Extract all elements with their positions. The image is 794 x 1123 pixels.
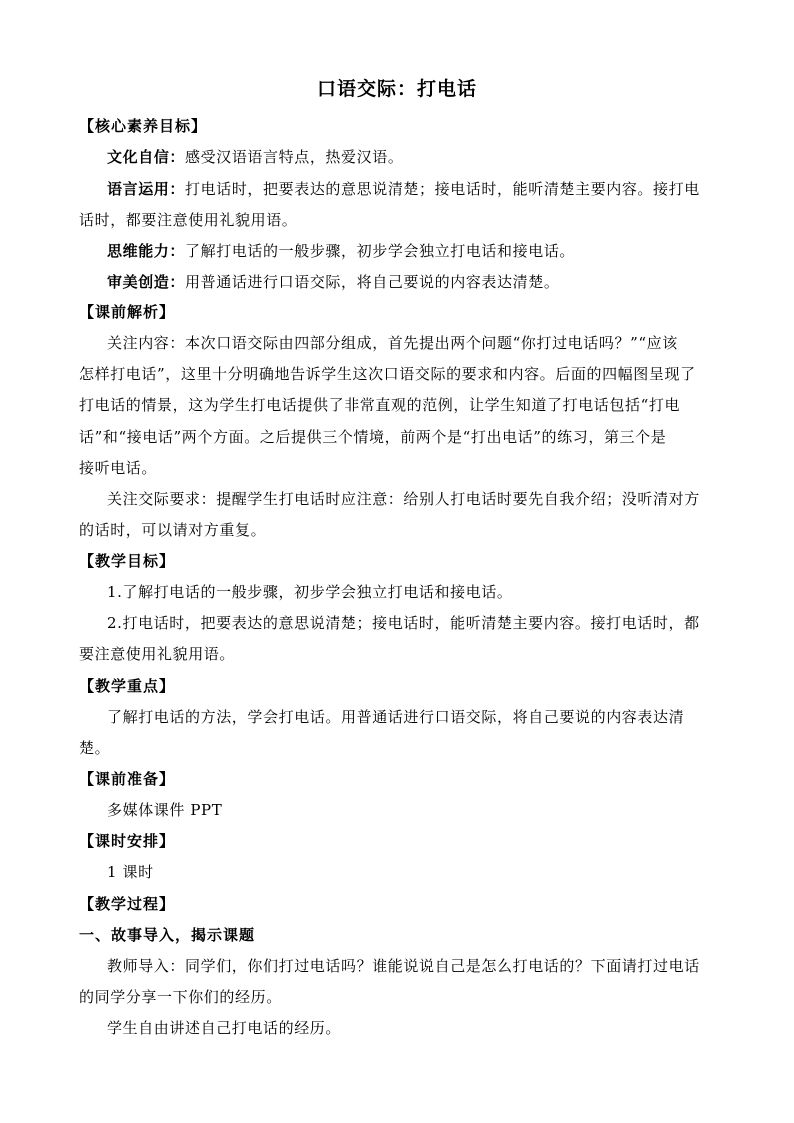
teaching-goal-2: 2.打电话时，把要表达的意思说清楚；接电话时，能听清楚主要内容。接打电话时，都 xyxy=(107,614,700,632)
goal-culture-label: 文化自信： xyxy=(107,148,186,166)
analysis-p1-line: 接听电话。 xyxy=(79,459,158,477)
goal-aesthetic xyxy=(107,272,719,292)
prep-text: 多媒体课件 PPT xyxy=(107,801,223,819)
analysis-p1-line: 关注内容：本次口语交际由四部分组成，首先提出两个问题“你打过电话吗？”“应该 xyxy=(107,334,678,352)
process-student-line: 学生自由讲述自己打电话的经历。 xyxy=(107,1019,342,1037)
goal-language-text: 打电话时，把要表达的意思说清楚；接电话时，能听清楚主要内容。接打电 xyxy=(185,180,700,198)
teaching-goal-1: 1.了解打电话的一般步骤，初步学会独立打电话和接电话。 xyxy=(107,583,513,601)
section-heading-prep: 【课前准备】 xyxy=(79,770,176,788)
keypoints-line-cont: 楚。 xyxy=(79,739,111,757)
teaching-goal-2-cont: 要注意使用礼貌用语。 xyxy=(79,645,236,663)
process-teacher-line: 教师导入：同学们，你们打过电话吗？谁能说说自己是怎么打电话的？下面请打过电话 xyxy=(107,957,700,975)
goal-culture xyxy=(107,147,719,167)
section-heading-teaching-goals: 【教学目标】 xyxy=(79,552,176,570)
goal-language-cont: 话时，都要注意使用礼貌用语。 xyxy=(79,211,298,229)
analysis-p1-line: 话”和“接电话”两个方面。之后提供三个情境，前两个是“打出电话”的练习，第三个是 xyxy=(79,428,667,446)
analysis-p1-line: 打电话的情景，这为学生打电话提供了非常直观的范例，让学生知道了打电话包括“打电 xyxy=(79,396,681,414)
goal-aesthetic-text: 用普通话进行口语交际，将自己要说的内容表达清楚。 xyxy=(185,273,560,291)
analysis-p1-line: 怎样打电话”，这里十分明确地告诉学生这次口语交际的要求和内容。后面的四幅图呈现了 xyxy=(79,365,696,383)
goal-aesthetic-label: 审美创造： xyxy=(107,273,186,291)
goal-thinking xyxy=(107,241,719,261)
page-title: 口语交际：打电话 xyxy=(316,78,477,100)
goal-culture-text: 感受汉语语言特点，热爱汉语。 xyxy=(185,148,404,166)
schedule-text: 1 课时 xyxy=(107,863,154,881)
analysis-p2-line: 的话时，可以请对方重复。 xyxy=(79,521,267,539)
section-heading-analysis: 【课前解析】 xyxy=(79,303,176,321)
goal-language xyxy=(107,179,719,199)
section-heading-keypoints: 【教学重点】 xyxy=(79,677,176,695)
process-teacher-line-cont: 的同学分享一下你们的经历。 xyxy=(79,988,282,1006)
section-heading-process: 【教学过程】 xyxy=(79,895,176,913)
section-heading-schedule: 【课时安排】 xyxy=(79,832,176,850)
keypoints-line: 了解打电话的方法，学会打电话。用普通话进行口语交际，将自己要说的内容表达清 xyxy=(107,708,685,726)
goal-thinking-text: 了解打电话的一般步骤，初步学会独立打电话和接电话。 xyxy=(185,242,576,260)
analysis-p2-line: 关注交际要求：提醒学生打电话时应注意：给别人打电话时要先自我介绍；没听清对方 xyxy=(107,490,700,508)
goal-language-label: 语言运用： xyxy=(107,180,186,198)
process-step1-heading: 一、故事导入，揭示课题 xyxy=(79,926,256,944)
goal-thinking-label: 思维能力： xyxy=(107,242,186,260)
section-heading-goals: 【核心素养目标】 xyxy=(79,117,208,135)
